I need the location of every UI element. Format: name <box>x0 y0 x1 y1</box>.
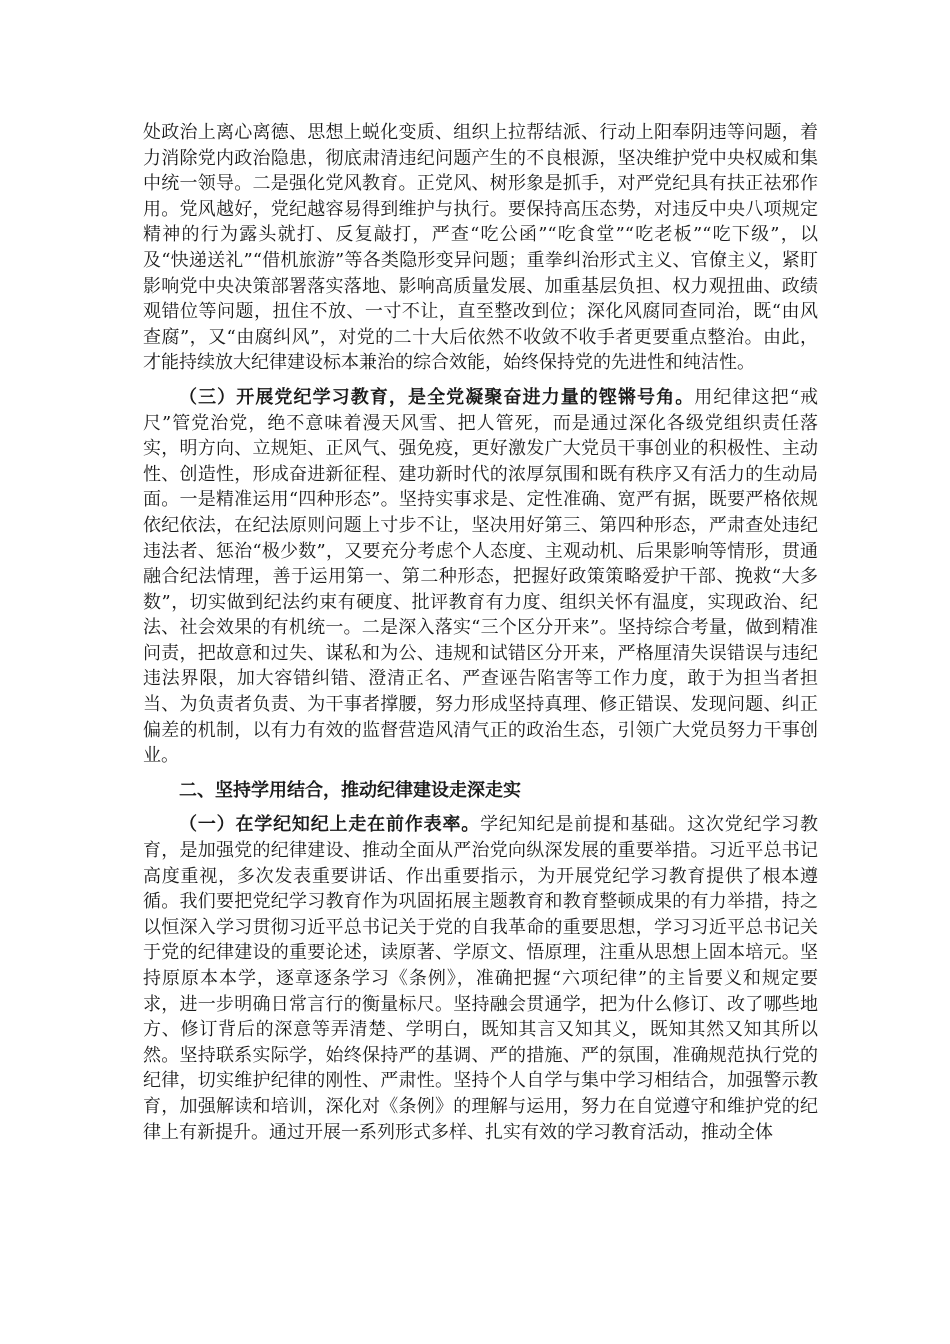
section-lead-one: （一）在学纪知纪上走在前作表率。 <box>179 814 481 836</box>
section-lead-three: （三）开展党纪学习教育，是全党凝聚奋进力量的铿锵号角。 <box>179 386 695 408</box>
paragraph-body: 学纪知纪是前提和基础。这次党纪学习教育，是加强党的纪律建设、推动全面从严治党向纵深发展的重要举措。习近平总书记高度重视，多次发表重要讲话、作出重要指示，为开展党纪学习教育提供了根本遵循。我们要把党纪学习教育作为巩固拓展主题教育和教育整顿成果的有力举措，持之以恒深入学习贯彻习近平总书记关于党的自我革命的重要思想，学习习近平总书记关于党的纪律建设的重要论述，读原著、学原文、悟原理，注重从思想上固本培元。坚持原原本本学，逐章逐条学习《条例》，准确把握“六项纪律”的主旨要义和规定要求，进一步明确日常言行的衡量标尺。坚持融会贯通学，把为什么修订、改了哪些地方、修订背后的深意等弄清楚、学明白，既知其言又知其义，既知其然又知其所以然。坚持联系实际学，始终保持严的基调、严的措施、严的氛围，准确规范执行党的纪律，切实维护纪律的刚性、严肃性。坚持个人自学与集中学习相结合，加强警示教育，加强解读和培训，深化对《条例》的理解与运用，努力在自觉遵守和维护党的纪律上有新提升。通过开展一系列形式多样、扎实有效的学习教育活动，推动全体 <box>143 814 819 1143</box>
paragraph-party-style: 处政治上离心离德、思想上蜕化变质、组织上拉帮结派、行动上阳奉阴违等问题，着力消除党内政治隐患，彻底肃清违纪问题产生的不良根源，坚决维护党中央权威和集中统一领导。二是强化党风教育。正党风、树形象是抓手，对严党纪具有扶正祛邪作用。党风越好，党纪越容易得到维护与执行。要保持高压态势，对违反中央八项规定精神的行为露头就打、反复敲打，严查“吃公函”“吃食堂”“吃老板”“吃下级”，以及“快递送礼”“借机旅游”等各类隐形变异问题；重拳纠治形式主义、官僚主义，紧盯影响党中央决策部署落实落地、影响高质量发展、加重基层负担、权力观扭曲、政绩观错位等问题，扭住不放、一寸不让，直至整改到位；深化风腐同查同治，既“由风查腐”，又“由腐纠风”，对党的二十大后依然不收敛不收手者更要重点整治。由此，才能持续放大纪律建设标本兼治的综合效能，始终保持党的先进性和纯洁性。 <box>143 122 818 374</box>
paragraph-discipline-education <box>143 385 818 769</box>
paragraph-learning-discipline <box>143 812 818 1145</box>
section-heading-two: 二、坚持学用结合，推动纪律建设走深走实 <box>179 779 521 801</box>
document-body <box>143 120 818 1154</box>
paragraph-body: 用纪律这把“戒尺”管党治党，绝不意味着漫天风雪、把人管死，而是通过深化各级党组织责任落实，明方向、立规矩、正风气、强免疫，更好激发广大党员干事创业的积极性、主动性、创造性，形成奋进新征程、建功新时代的浓厚氛围和既有秩序又有活力的生动局面。一是精准运用“四种形态”。坚持实事求是、定性准确、宽严有据，既要严格依规依纪依法，在纪法原则问题上寸步不让，坚决用好第三、第四种形态，严肃查处违纪违法者、惩治“极少数”，又要充分考虑个人态度、主观动机、后果影响等情形，贯通融合纪法情理，善于运用第一、第二种形态，把握好政策策略爱护干部、挽救“大多数”，切实做到纪法约束有硬度、批评教育有力度、组织关怀有温度，实现政治、纪法、社会效果的有机统一。二是深入落实“三个区分开来”。坚持综合考量，做到精准问责，把故意和过失、谋私和为公、违规和试错区分开来，严格厘清失误错误与违纪违法界限，加大容错纠错、澄清正名、严查诬告陷害等工作力度，敢于为担当者担当、为负责者负责、为干事者撑腰，努力形成坚持真理、修正错误、发现问题、纠正偏差的机制，以有力有效的监督营造风清气正的政治生态，引领广大党员努力干事创业。 <box>143 386 819 767</box>
